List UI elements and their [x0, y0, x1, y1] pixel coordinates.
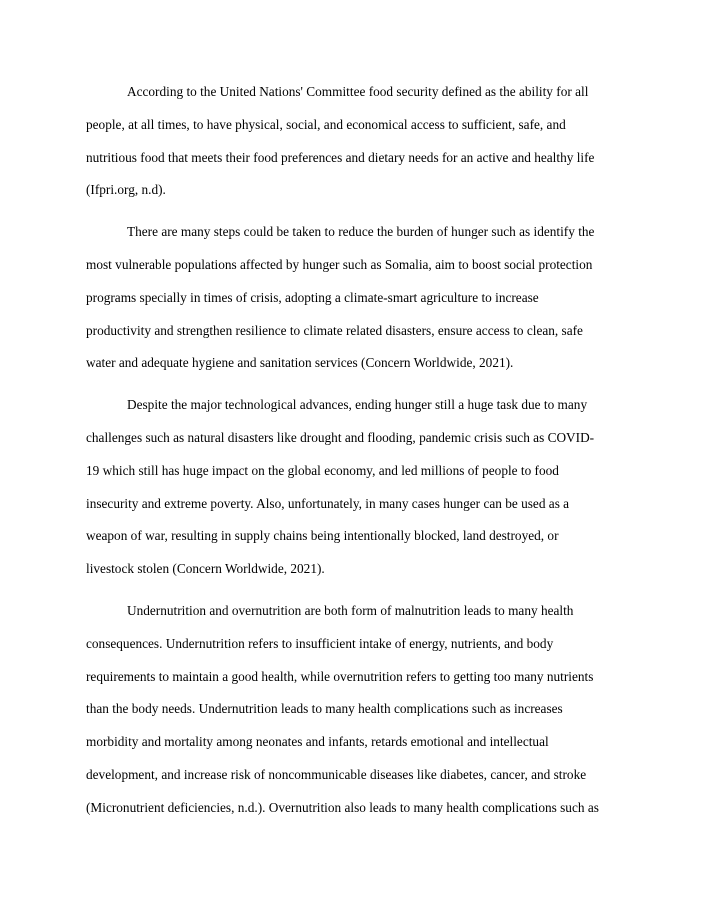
paragraph-line: requirements to maintain a good health, while overnutrition refers to getting too many nutrients: [86, 668, 594, 684]
paragraph-line: According to the United Nations' Committee food security defined as the ability for all: [127, 84, 589, 99]
paragraph-food-security: [86, 76, 631, 207]
paragraph-line: most vulnerable populations affected by hunger such as Somalia, aim to boost social protection: [86, 256, 593, 272]
paragraph-line: weapon of war, resulting in supply chains being intentionally blocked, land destroyed, or: [86, 528, 559, 544]
paragraph-line: Despite the major technological advances, ending hunger still a huge task due to many: [127, 397, 588, 413]
paragraph-line: 19 which still has huge impact on the global economy, and led millions of people to food: [86, 462, 559, 478]
paragraph-line: people, at all times, to have physical, social, and economical access to sufficient, safe, and: [86, 116, 566, 132]
paragraph-line: insecurity and extreme poverty. Also, unfortunately, in many cases hunger can be used as a: [86, 495, 570, 511]
paragraph-line: than the body needs. Undernutrition leads to many health complications such as increases: [86, 701, 563, 717]
paragraph-line: development, and increase risk of noncommunicable diseases like diabetes, cancer, and stroke: [86, 766, 587, 782]
paragraph-hunger-steps: [86, 216, 631, 380]
paragraph-line: livestock stolen (Concern Worldwide, 2021).: [86, 561, 325, 577]
paragraph-line: water and adequate hygiene and sanitation services (Concern Worldwide, 2021).: [86, 355, 514, 371]
paragraph-line: nutritious food that meets their food preferences and dietary needs for an active and healthy life: [86, 149, 595, 165]
paragraph-malnutrition: [86, 595, 631, 825]
paragraph-line: productivity and strengthen resilience to climate related disasters, ensure access to clean, safe: [86, 322, 583, 338]
paragraph-line: consequences. Undernutrition refers to insufficient intake of energy, nutrients, and body: [86, 635, 554, 651]
paragraph-line: programs specially in times of crisis, adopting a climate-smart agriculture to increase: [86, 289, 539, 305]
paragraph-line: morbidity and mortality among neonates and infants, retards emotional and intellectual: [86, 734, 549, 750]
paragraph-line: (Micronutrient deficiencies, n.d.). Overnutrition also leads to many health complications such as: [86, 799, 599, 815]
paragraph-line: There are many steps could be taken to reduce the burden of hunger such as identify the: [127, 224, 595, 240]
paragraph-line: challenges such as natural disasters like drought and flooding, pandemic crisis such as COVID-: [86, 429, 595, 445]
paragraph-hunger-challenges: [86, 389, 631, 586]
paragraph-line: (Ifpri.org, n.d).: [86, 182, 166, 198]
paragraph-line: Undernutrition and overnutrition are both form of malnutrition leads to many health: [127, 602, 574, 618]
document-body: [86, 76, 631, 825]
